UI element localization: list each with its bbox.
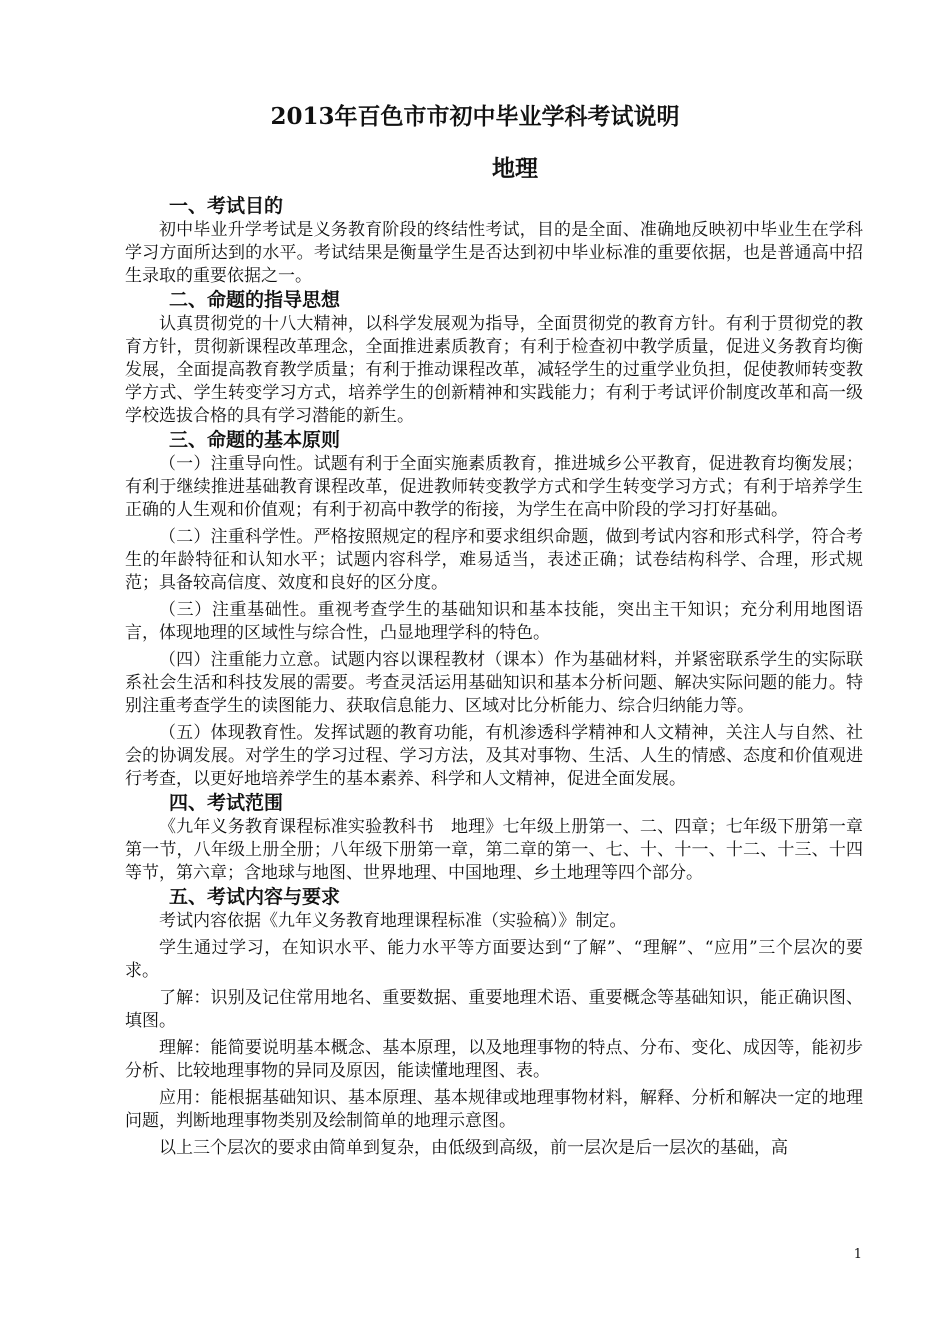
section-heading-purpose: 一、考试目的: [169, 195, 284, 217]
section-heading-guiding-ideas: 二、命题的指导思想: [169, 289, 341, 311]
paragraph: （四）注重能力立意。试题内容以课程教材（课本）作为基础材料，并紧密联系学生的实际联系社会生活和科技发展的需要。考查灵活运用基础知识和基本分析问题、解决实际问题的能力。特别注重考查学生的读图能力、获取信息能力、区域对比分析能力、综合归纳能力等。: [125, 650, 863, 716]
paragraph: （五）体现教育性。发挥试题的教育功能，有机渗透科学精神和人文精神，关注人与自然、社会的协调发展。对学生的学习过程、学习方法，及其对事物、生活、人生的情感、态度和价值观进行考查，以更好地培养学生的基本素养、科学和人文精神，促进全面发展。: [125, 723, 863, 789]
section-heading-scope: 四、考试范围: [169, 792, 284, 814]
paragraph: 学生通过学习，在知识水平、能力水平等方面要达到“了解”、“理解”、“应用”三个层次的要求。: [125, 938, 863, 981]
section-heading-principles: 三、命题的基本原则: [169, 429, 341, 451]
paragraph: 《九年义务教育课程标准实验教科书 地理》七年级上册第一、二、四章；七年级下册第一章第一节，八年级上册全册；八年级下册第一章，第二章的第一、七、十、十一、十二、十三、十四等节，第六章；含地球与地图、世界地理、中国地理、乡土地理等四个部分。: [125, 817, 863, 883]
paragraph: （二）注重科学性。严格按照规定的程序和要求组织命题，做到考试内容和形式科学，符合考生的年龄特征和认知水平；试题内容科学，难易适当，表述正确；试卷结构科学、合理，形式规范；具备较高信度、效度和良好的区分度。: [125, 527, 863, 593]
paragraph: （一）注重导向性。试题有利于全面实施素质教育，推进城乡公平教育，促进教育均衡发展；有利于继续推进基础教育课程改革，促进教师转变教学方式和学生转变学习方式；有利于培养学生正确的人生观和价值观；有利于初高中教学的衔接，为学生在高中阶段的学习打好基础。: [125, 454, 863, 520]
subject-title: 地理: [492, 155, 538, 182]
page-number: 1: [853, 1247, 862, 1262]
paragraph: 了解：识别及记住常用地名、重要数据、重要地理术语、重要概念等基础知识，能正确识图、填图。: [125, 988, 863, 1031]
paragraph: 理解：能简要说明基本概念、基本原理，以及地理事物的特点、分布、变化、成因等，能初步分析、比较地理事物的异同及原因，能读懂地理图、表。: [125, 1038, 863, 1081]
paragraph: （三）注重基础性。重视考查学生的基础知识和基本技能，突出主干知识；充分利用地图语言，体现地理的区域性与综合性，凸显地理学科的特色。: [125, 600, 863, 643]
paragraph: 以上三个层次的要求由简单到复杂，由低级到高级，前一层次是后一层次的基础，高: [159, 1138, 788, 1158]
document-title: 2013年百色市市初中毕业学科考试说明: [270, 103, 680, 130]
paragraph: 认真贯彻党的十八大精神，以科学发展观为指导，全面贯彻党的教育方针。有利于贯彻党的教育方针，贯彻新课程改革理念，全面推进素质教育；有利于检查初中教学质量，促进义务教育均衡发展，全面提高教育教学质量；有利于推动课程改革，减轻学生的过重学业负担，促使教师转变教学方式、学生转变学习方式，培养学生的创新精神和实践能力；有利于考试评价制度改革和高一级学校选拔合格的具有学习潜能的新生。: [125, 314, 863, 426]
document-body: [125, 194, 863, 1160]
section-heading-content-requirements: 五、考试内容与要求: [169, 886, 341, 908]
paragraph: 考试内容依据《九年义务教育地理课程标准（实验稿）》制定。: [159, 911, 627, 931]
paragraph: 初中毕业升学考试是义务教育阶段的终结性考试，目的是全面、准确地反映初中毕业生在学科学习方面所达到的水平。考试结果是衡量学生是否达到初中毕业标准的重要依据，也是普通高中招生录取的重要依据之一。: [125, 220, 863, 286]
paragraph: 应用：能根据基础知识、基本原理、基本规律或地理事物材料，解释、分析和解决一定的地理问题，判断地理事物类别及绘制简单的地理示意图。: [125, 1088, 863, 1131]
